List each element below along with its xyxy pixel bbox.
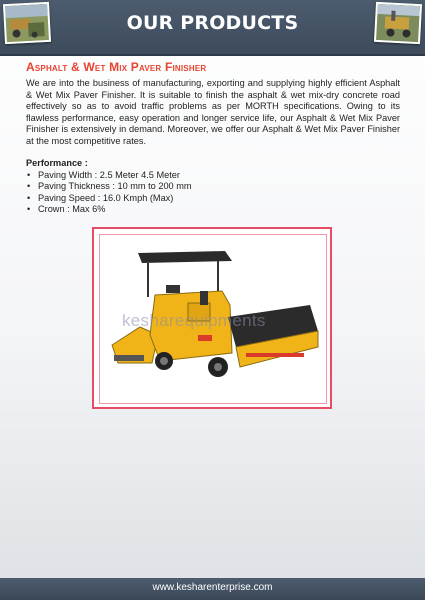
performance-heading: Performance : bbox=[26, 158, 88, 168]
product-title: Asphalt & Wet Mix Paver Finisher bbox=[26, 60, 207, 74]
spec-item: • Paving Width : 2.5 Meter 4.5 Meter bbox=[26, 170, 192, 181]
page-footer bbox=[0, 578, 425, 600]
spec-item: • Paving Thickness : 10 mm to 200 mm bbox=[26, 181, 192, 192]
product-description: We are into the business of manufacturing, exporting and supplying highly efficient Asphalt & Wet Mix Paver Finisher. It is suitable to finish the asphalt & wet mix-dry concrete road effectively so as to avoid traffic problems as per MORTH specifications. Owing to its flawless performance, easy operation and longer service life, our Asphalt & Wet Mix Paver Finisher is extensively in demand. Moreover, we offer our Asphalt & Wet Mix Paver Finisher at the most competitive rates. bbox=[26, 78, 400, 146]
page-header bbox=[0, 0, 425, 56]
page-title: OUR PRODUCTS bbox=[126, 12, 299, 34]
machinery-photo-icon bbox=[374, 2, 422, 44]
performance-spec-list bbox=[26, 170, 192, 215]
spec-item: • Crown : Max 6% bbox=[26, 204, 192, 215]
product-image-frame bbox=[92, 227, 332, 409]
spec-item: • Paving Speed : 16.0 Kmph (Max) bbox=[26, 193, 192, 204]
footer-website-link[interactable]: www.kesharenterprise.com bbox=[152, 582, 273, 593]
paver-finisher-image bbox=[99, 234, 327, 404]
image-watermark: kesharequipments bbox=[122, 311, 266, 330]
